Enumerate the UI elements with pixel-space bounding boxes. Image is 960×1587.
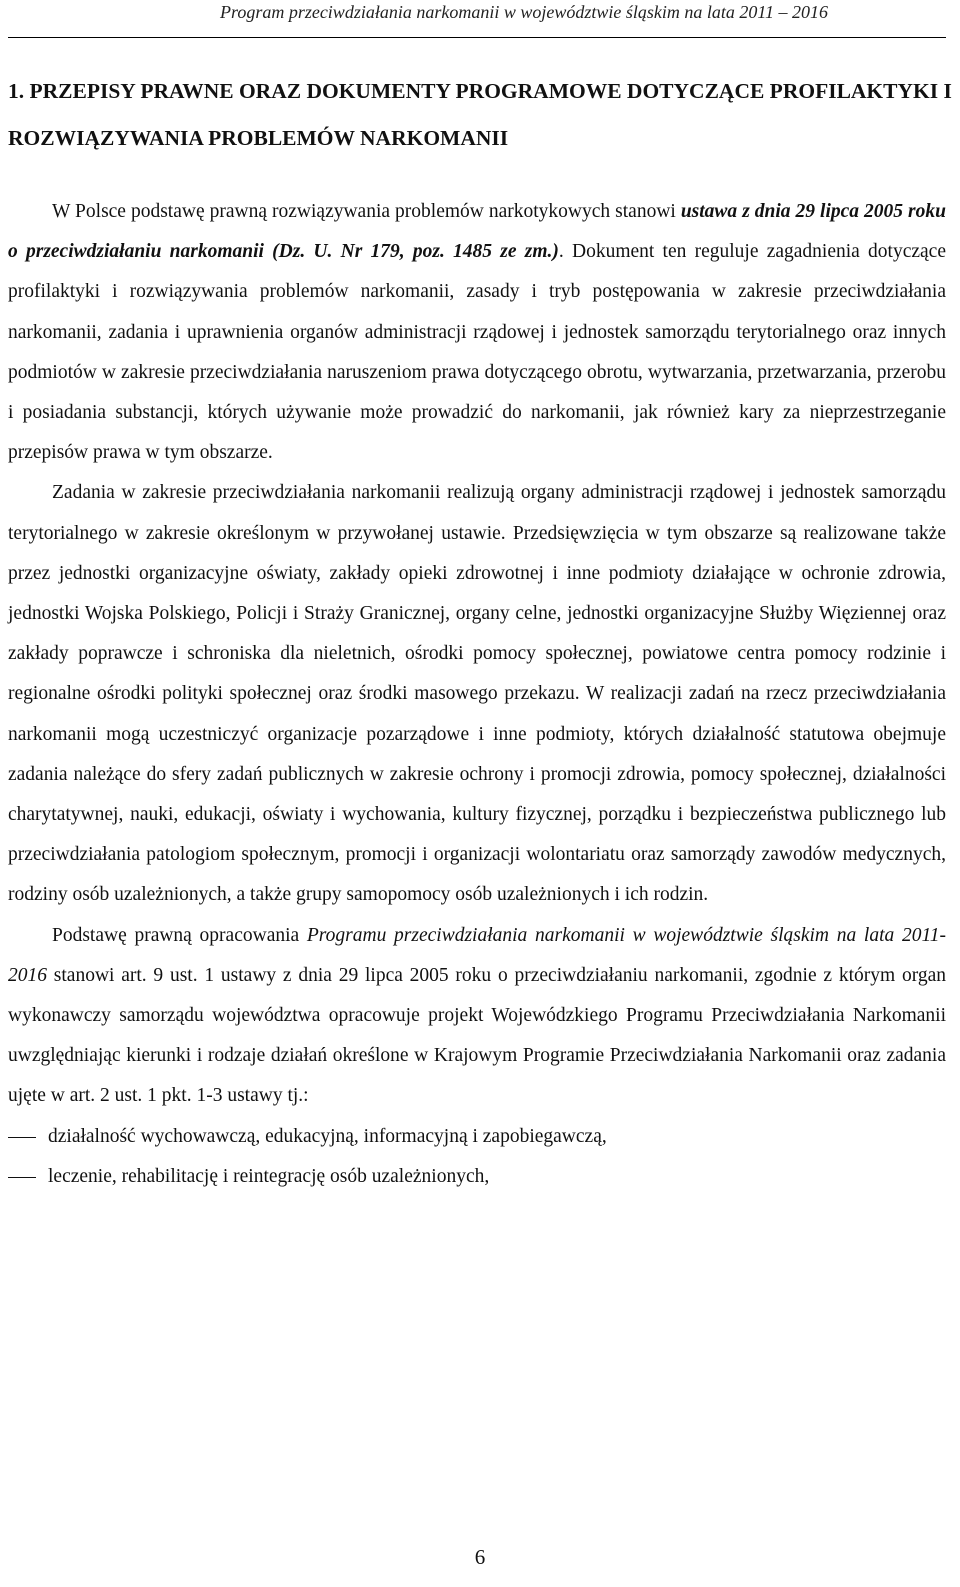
paragraph-legal-basis-rest: . Dokument ten reguluje zagadnienia dotyczące profilaktyki i rozwiązywania problemów narkomanii, zasady i tryb postępowania w zakresie przeciwdziałania narkomanii, zadania i uprawnienia organów administracji rządowej i jednostek samorządu terytorialnego oraz innych podmiotów w zakresie przeciwdziałania naruszeniom prawa dotyczącego obrotu, wytwarzania, przetwarzania, przerobu i posiadania substancji, których używanie może prowadzić do narkomanii, jak również kary za nieprzestrzeganie przepisów prawa w tym obszarze. [8,241,946,464]
list-item-text: leczenie, rehabilitację i reintegrację osób uzależnionych, [48,1165,490,1187]
page-number: 6 [474,1545,486,1569]
paragraph-legal-basis-lead: W Polsce podstawę prawną rozwiązywania problemów narkotykowych stanowi [52,201,681,222]
paragraph-legal-basis [8,192,946,473]
running-header-title: Program przeciwdziałania narkomanii w województwie śląskim na lata 2011 – 2016 [219,2,828,22]
paragraph-tasks: Zadania w zakresie przeciwdziałania narkomanii realizują organy administracji rządowej i jednostek samorządu terytorialnego w zakresie określonym w przywołanej ustawie. Przedsięwzięcia w tym obszarze są realizowane także przez jednostki organizacyjne oświaty, zakłady opieki zdrowotnej i inne podmioty działające w ochronie zdrowia, jednostki Wojska Polskiego, Policji i Straży Granicznej, organy celne, jednostki organizacyjne Służby Więziennej oraz zakłady poprawcze i schroniska dla nieletnich, ośrodki pomocy społecznej, powiatowe centra pomocy rodzinie i regionalne ośrodki polityki społecznej oraz środki masowego przekazu. W realizacji zadań na rzecz przeciwdziałania narkomanii mogą uczestniczyć organizacje pozarządowe i inne podmioty, których działalność statutowa obejmuje zadania należące do sfery zadań publicznych w zakresie ochrony i promocji zdrowia, pomocy społecznej, działalności charytatywnej, nauki, edukacji, oświaty i wychowania, kultury fizycznej, porządku i bezpieczeństwa publicznego lub przeciwdziałania patologiom społecznym, promocji i organizacji wolontariatu oraz samorządy zawodów medycznych, rodziny osób uzależnionych, a także grupy samopomocy osób uzależnionych i ich rodzin. [8,482,946,906]
dash-bullet-icon [8,1177,36,1178]
paragraph-program-basis-lead: Podstawę prawną opracowania [52,924,307,946]
program-title: Programu przeciwdziałania narkomanii w województwie śląskim na lata 2011-2016 [8,924,947,986]
document-body [8,192,946,1197]
section-heading: 1. PRZEPISY PRAWNE ORAZ DOKUMENTY PROGRAMOWE DOTYCZĄCE PROFILAKTYKI I ROZWIĄZYWANIA PROBLEMÓW NARKOMANII [8,79,952,150]
list-item [8,1157,946,1197]
paragraph-program-basis [8,916,946,1117]
list-item [8,1117,946,1157]
running-header [8,0,946,38]
dash-bullet-icon [8,1137,36,1138]
paragraph-program-basis-rest: stanowi art. 9 ust. 1 ustawy z dnia 29 lipca 2005 roku o przeciwdziałaniu narkomanii, zgodnie z którym organ wykonawczy samorządu województwa opracowuje projekt Wojewódzkiego Programu Przeciwdziałania Narkomanii uwzględniając kierunki i rodzaje działań określone w Krajowym Programie Przeciwdziałania Narkomanii oraz zadania ujęte w art. 2 ust. 1 pkt. 1-3 ustawy tj.: [8,964,946,1107]
tasks-list [8,1117,946,1197]
list-item-text: działalność wychowawczą, edukacyjną, informacyjną i zapobiegawczą, [48,1125,607,1147]
act-citation: ustawa z dnia 29 lipca 2005 roku o przeciwdziałaniu narkomanii (Dz. U. Nr 179, poz. 1485 ze zm.) [8,201,946,263]
